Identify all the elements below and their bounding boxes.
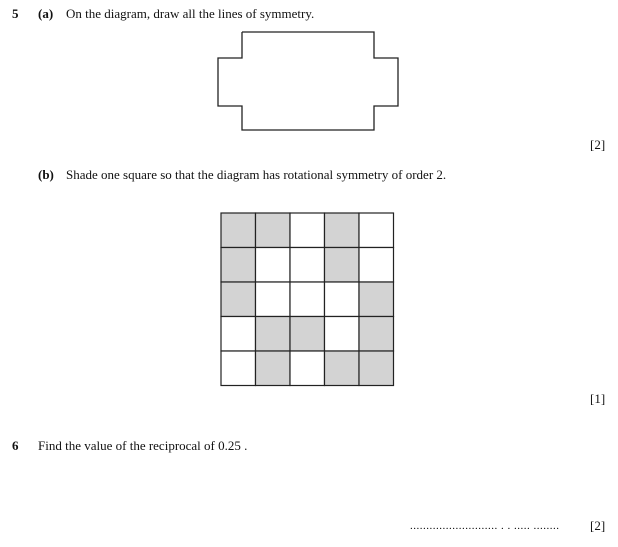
grid-cell-r2-c1[interactable]	[221, 248, 256, 283]
grid-cell-r5-c5[interactable]	[359, 351, 394, 386]
grid-cell-r2-c4[interactable]	[325, 248, 360, 283]
grid-cell-r3-c4[interactable]	[325, 282, 360, 317]
grid-cell-r4-c1[interactable]	[221, 317, 256, 352]
grid-cell-r2-c3[interactable]	[290, 248, 325, 283]
question-6-number: 6	[12, 438, 19, 453]
answer-line[interactable]: ........................... . . ..... ........	[410, 520, 560, 532]
grid-cell-r5-c2[interactable]	[256, 351, 291, 386]
grid-cell-r5-c3[interactable]	[290, 351, 325, 386]
grid-cell-r1-c5[interactable]	[359, 213, 394, 248]
symmetry-shape-diagram[interactable]	[212, 30, 402, 134]
grid-cell-r1-c1[interactable]	[221, 213, 256, 248]
grid-cell-r1-c3[interactable]	[290, 213, 325, 248]
grid-cell-r3-c5[interactable]	[359, 282, 394, 317]
part-b-text: Shade one square so that the diagram has rotational symmetry of order 2.	[66, 167, 447, 182]
question-6-marks: [2]	[590, 518, 606, 533]
grid-cell-r4-c5[interactable]	[359, 317, 394, 352]
grid-cell-r1-c4[interactable]	[325, 213, 360, 248]
grid-cell-r1-c2[interactable]	[256, 213, 291, 248]
part-b-label: (b)	[38, 167, 54, 182]
part-a-text: On the diagram, draw all the lines of symmetry.	[66, 6, 315, 21]
part-b-marks: [1]	[590, 391, 606, 406]
question-5-number: 5	[12, 6, 19, 21]
part-a-marks: [2]	[590, 137, 606, 152]
symmetry-shape-outline	[218, 32, 398, 130]
grid-cell-r5-c4[interactable]	[325, 351, 360, 386]
part-a-label: (a)	[38, 6, 54, 21]
grid-cell-r4-c2[interactable]	[256, 317, 291, 352]
grid-cell-r2-c2[interactable]	[256, 248, 291, 283]
grid-cell-r3-c1[interactable]	[221, 282, 256, 317]
grid-cell-r5-c1[interactable]	[221, 351, 256, 386]
grid-cell-r4-c3[interactable]	[290, 317, 325, 352]
grid-cell-r2-c5[interactable]	[359, 248, 394, 283]
question-6-text: Find the value of the reciprocal of 0.25 .	[38, 438, 248, 453]
shading-grid[interactable]	[220, 212, 396, 388]
grid-cell-r3-c2[interactable]	[256, 282, 291, 317]
grid-cell-r3-c3[interactable]	[290, 282, 325, 317]
grid-cell-r4-c4[interactable]	[325, 317, 360, 352]
